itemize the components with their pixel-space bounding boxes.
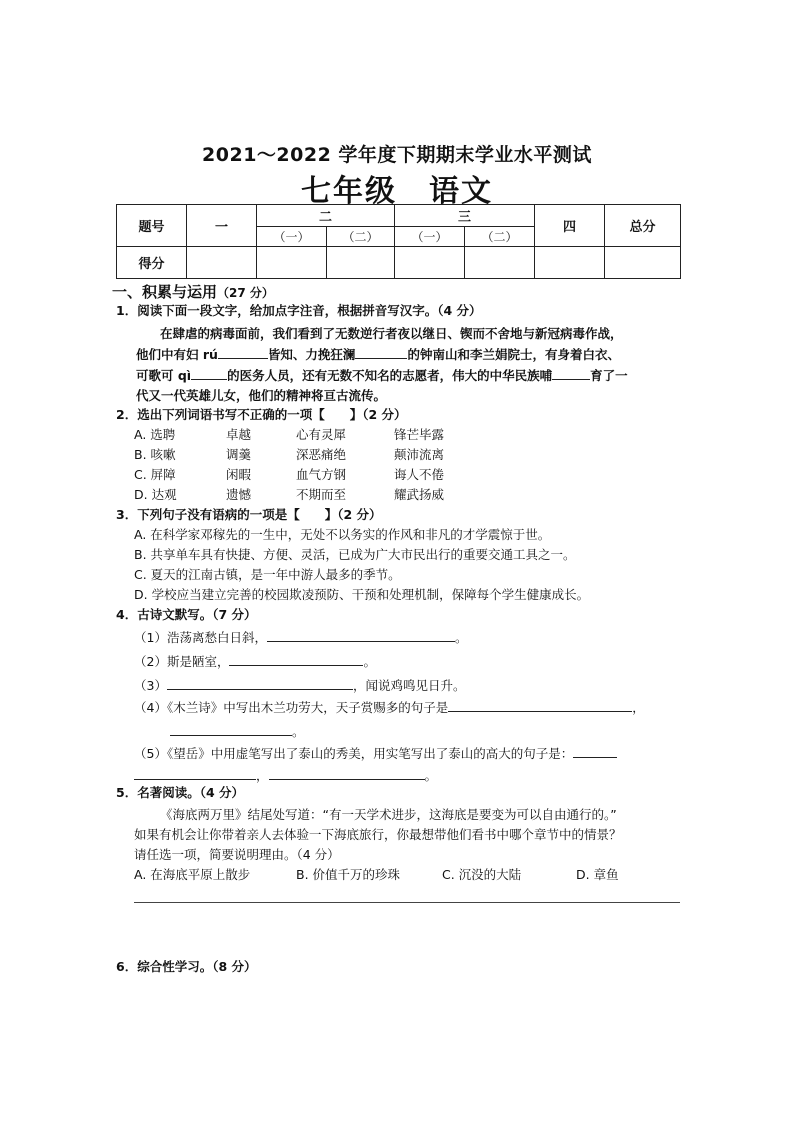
q1-text: 他们中有妇 rú bbox=[136, 347, 218, 362]
q4-period: 。 bbox=[454, 630, 468, 645]
q4-comma: ， bbox=[256, 768, 269, 783]
q5-option-b[interactable]: B. 价值千万的珍珠 bbox=[296, 867, 401, 882]
q3-option-a[interactable]: A. 在科学家邓稼先的一生中，无处不以务实的作风和非凡的才学震惊于世。 bbox=[134, 527, 551, 542]
q1-text: 育了一 bbox=[590, 368, 628, 383]
answer-blank[interactable] bbox=[229, 652, 363, 666]
answer-blank[interactable] bbox=[170, 722, 292, 736]
score-cell[interactable] bbox=[187, 247, 257, 279]
q6-stem: 6．综合性学习。（8 分） bbox=[116, 959, 257, 974]
answer-blank[interactable] bbox=[218, 345, 268, 359]
q2-word: 调羹 bbox=[226, 447, 252, 462]
answer-blank[interactable] bbox=[355, 345, 407, 359]
q3-option-c[interactable]: C. 夏天的江南古镇，是一年中游人最多的季节。 bbox=[134, 567, 401, 582]
q1-text: 可歌可 qì bbox=[136, 368, 192, 383]
q5-option-a[interactable]: A. 在海底平原上散步 bbox=[134, 867, 251, 882]
q3-option-d[interactable]: D. 学校应当建立完善的校园欺凌预防、干预和处理机制，保障每个学生健康成长。 bbox=[134, 587, 590, 602]
score-cell[interactable] bbox=[465, 247, 535, 279]
q1-stem: 1．阅读下面一段文字，给加点字注音，根据拼音写汉字。（4 分） bbox=[116, 303, 482, 318]
q3-stem: 3．下列句子没有语病的一项是【 】（2 分） bbox=[116, 507, 382, 522]
table-sub-2-2: （二） bbox=[327, 227, 395, 247]
q2-word: 耀武扬威 bbox=[394, 487, 445, 502]
table-sub-3-2: （二） bbox=[465, 227, 535, 247]
section-title: 一、积累与运用 bbox=[112, 283, 218, 301]
answer-blank[interactable] bbox=[448, 698, 632, 712]
q5-passage-line1: 《海底两万里》结尾处写道：“有一天学术进步，这海底是要变为可以自由通行的。” bbox=[160, 807, 617, 822]
q4-line5-cont bbox=[134, 766, 437, 785]
q1-text: 的钟南山和李兰娟院士，有身着白衣、 bbox=[407, 347, 620, 362]
table-header-part1: 一 bbox=[187, 205, 257, 247]
q1-passage-line3 bbox=[136, 366, 628, 385]
q4-comma: ， bbox=[632, 700, 645, 715]
q4-period: 。 bbox=[424, 768, 438, 783]
q2-word: 深恶痛绝 bbox=[296, 447, 347, 462]
exam-title: 2021～2022 学年度下期期末学业水平测试 bbox=[202, 144, 592, 166]
q4-text: （4）《木兰诗》中写出木兰功劳大，天子赏赐多的句子是 bbox=[134, 700, 449, 715]
answer-blank[interactable] bbox=[269, 766, 425, 780]
q5-stem: 5．名著阅读。（4 分） bbox=[116, 785, 244, 800]
score-cell[interactable] bbox=[535, 247, 605, 279]
q2-word: 卓越 bbox=[226, 427, 252, 442]
q1-text: 的医务人员，还有无数不知名的志愿者，伟大的中华民族哺 bbox=[227, 368, 553, 383]
answer-blank[interactable] bbox=[267, 628, 455, 642]
score-cell[interactable] bbox=[327, 247, 395, 279]
q2-word: 遗憾 bbox=[226, 487, 252, 502]
q2-word: 不期而至 bbox=[296, 487, 347, 502]
table-header-part2: 二 bbox=[257, 205, 395, 227]
answer-blank[interactable] bbox=[573, 744, 617, 758]
q1-passage-line1: 在肆虐的病毒面前，我们看到了无数逆行者夜以继日、锲而不舍地与新冠病毒作战， bbox=[160, 326, 623, 341]
table-score-label: 得分 bbox=[117, 247, 187, 279]
score-table bbox=[116, 204, 681, 279]
q5-passage-line2: 如果有机会让你带着亲人去体验一下海底旅行，你最想带他们看书中哪个章节中的情景？ bbox=[134, 827, 622, 842]
table-header-part3: 三 bbox=[395, 205, 535, 227]
answer-line[interactable] bbox=[134, 902, 680, 903]
q4-line4-cont bbox=[134, 722, 305, 741]
q4-text: （3） bbox=[134, 678, 167, 693]
q4-text: （2）斯是陋室， bbox=[134, 654, 230, 669]
q2-word: 闲暇 bbox=[226, 467, 252, 482]
q2-option-c[interactable]: C. 屏障 bbox=[134, 467, 176, 482]
score-cell[interactable] bbox=[605, 247, 681, 279]
q2-stem: 2．选出下列词语书写不正确的一项【 】（2 分） bbox=[116, 407, 407, 422]
q4-period: 。 bbox=[292, 724, 305, 739]
exam-subtitle: 七年级 语文 bbox=[301, 174, 493, 209]
table-header-label: 题号 bbox=[117, 205, 187, 247]
q2-option-d[interactable]: D. 达观 bbox=[134, 487, 177, 502]
table-sub-2-1: （一） bbox=[257, 227, 327, 247]
q4-text: （5）《望岳》中用虚笔写出了泰山的秀美，用实笔写出了泰山的高大的句子是： bbox=[134, 746, 574, 761]
q2-word: 血气方钢 bbox=[296, 467, 347, 482]
q4-line3 bbox=[134, 676, 465, 695]
q2-word: 诲人不倦 bbox=[394, 467, 445, 482]
q4-stem: 4．古诗文默写。（7 分） bbox=[116, 607, 257, 622]
q4-line5 bbox=[134, 744, 617, 763]
q2-option-b[interactable]: B. 咳嗽 bbox=[134, 447, 176, 462]
q4-line2 bbox=[134, 652, 376, 671]
q1-passage-line2 bbox=[136, 345, 620, 364]
answer-blank[interactable] bbox=[167, 676, 353, 690]
section-points: （27 分） bbox=[217, 286, 274, 300]
table-header-total: 总分 bbox=[605, 205, 681, 247]
q5-passage-line3: 请任选一项，简要说明理由。（4 分） bbox=[134, 847, 340, 862]
score-cell[interactable] bbox=[257, 247, 327, 279]
score-cell[interactable] bbox=[395, 247, 465, 279]
q5-option-c[interactable]: C. 沉没的大陆 bbox=[442, 867, 522, 882]
q2-word: 颠沛流离 bbox=[394, 447, 445, 462]
q2-word: 锋芒毕露 bbox=[394, 427, 445, 442]
table-sub-3-1: （一） bbox=[395, 227, 465, 247]
q4-period: 。 bbox=[363, 654, 376, 669]
q1-passage-line4: 代又一代英雄儿女，他们的精神将亘古流传。 bbox=[136, 388, 387, 403]
q2-option-a[interactable]: A. 选聘 bbox=[134, 427, 176, 442]
section-heading bbox=[112, 281, 274, 302]
table-header-part4: 四 bbox=[535, 205, 605, 247]
q5-option-d[interactable]: D. 章鱼 bbox=[576, 867, 619, 882]
q1-text: 皆知、力挽狂澜 bbox=[267, 347, 356, 362]
q4-text: （1）浩荡离愁白日斜， bbox=[134, 630, 267, 645]
q2-word: 心有灵犀 bbox=[296, 427, 347, 442]
q4-text: ，闻说鸡鸣见日升。 bbox=[352, 678, 466, 693]
q4-line1 bbox=[134, 628, 467, 647]
q3-option-b[interactable]: B. 共享单车具有快捷、方便、灵活，已成为广大市民出行的重要交通工具之一。 bbox=[134, 547, 576, 562]
answer-blank[interactable] bbox=[191, 366, 227, 380]
q4-line4 bbox=[134, 698, 645, 717]
answer-blank[interactable] bbox=[134, 766, 256, 780]
answer-blank[interactable] bbox=[552, 366, 590, 380]
